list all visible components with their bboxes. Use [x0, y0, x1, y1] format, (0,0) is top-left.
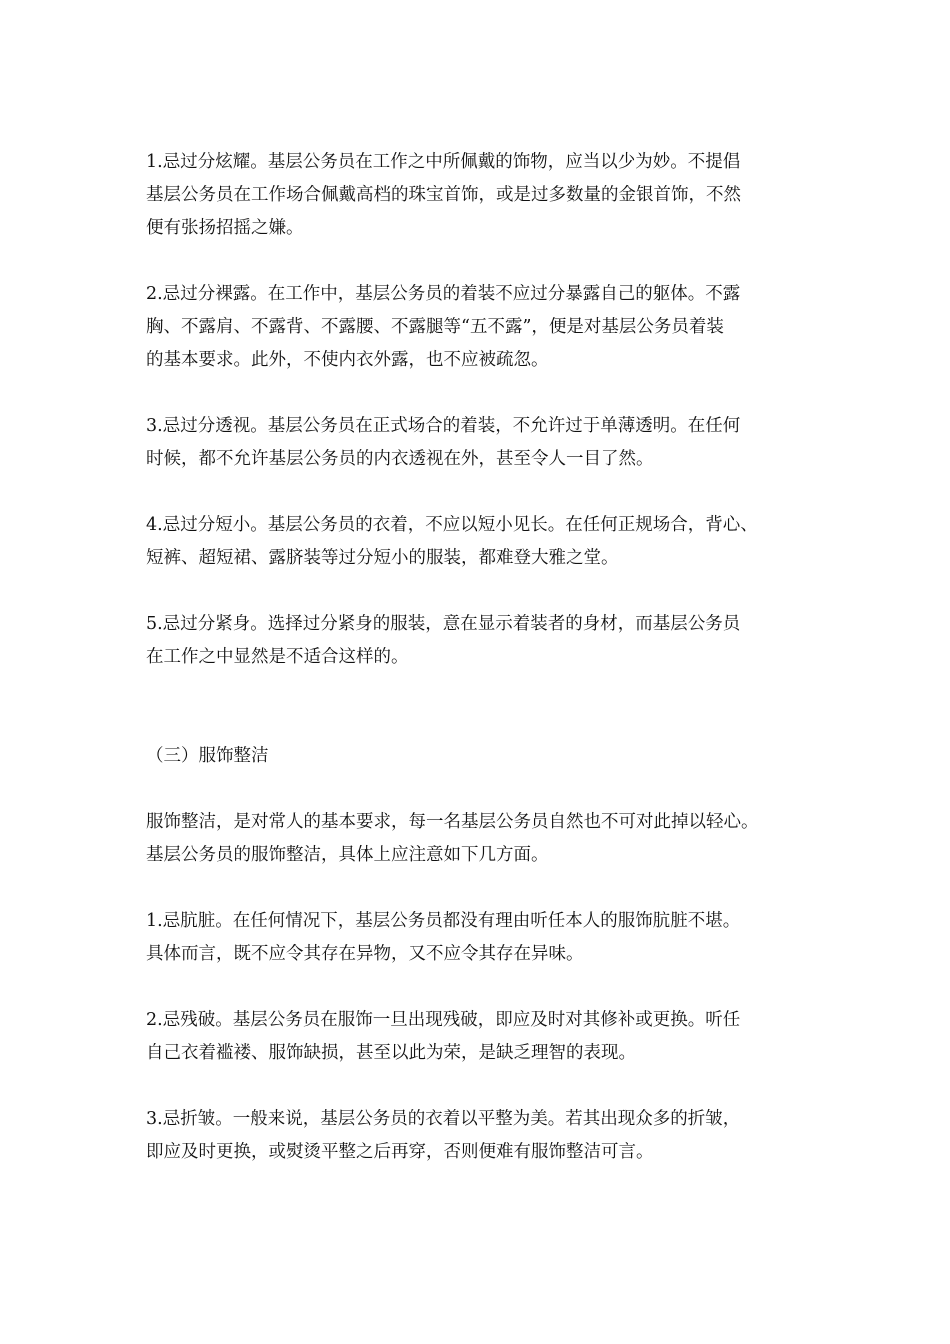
document-body — [146, 146, 811, 1169]
text-line: 在工作之中显然是不适合这样的。 — [146, 647, 409, 667]
paragraph-gap — [146, 575, 811, 608]
text-line: 自己衣着褴褛、服饰缺损，甚至以此为荣，是缺乏理智的表现。 — [146, 1043, 636, 1063]
paragraph-1 — [146, 146, 811, 245]
text-line: 1.忌过分炫耀。基层公务员在工作之中所佩戴的饰物，应当以少为妙。不提倡 — [146, 152, 741, 172]
text-line: 时候，都不允许基层公务员的内衣透视在外，甚至令人一目了然。 — [146, 449, 654, 469]
paragraph-gap — [146, 971, 811, 1004]
text-line: 的基本要求。此外，不使内衣外露，也不应被疏忽。 — [146, 350, 549, 370]
text-line: 短裤、超短裙、露脐装等过分短小的服装，都难登大雅之堂。 — [146, 548, 619, 568]
text-line: 基层公务员的服饰整洁，具体上应注意如下几方面。 — [146, 845, 549, 865]
paragraph-4 — [146, 509, 811, 575]
text-line: 具体而言，既不应令其存在异物，又不应令其存在异味。 — [146, 944, 584, 964]
paragraph-5 — [146, 608, 811, 674]
paragraph-7 — [146, 1004, 811, 1070]
text-line: 3.忌过分透视。基层公务员在正式场合的着装，不允许过于单薄透明。在任何 — [146, 416, 741, 436]
section-heading: （三）服饰整洁 — [146, 746, 269, 766]
paragraph-2 — [146, 278, 811, 377]
paragraph-6 — [146, 905, 811, 971]
paragraph-gap — [146, 476, 811, 509]
paragraph-gap — [146, 245, 811, 278]
paragraph-8 — [146, 1103, 811, 1169]
text-line: 2.忌残破。基层公务员在服饰一旦出现残破，即应及时对其修补或更换。听任 — [146, 1010, 741, 1030]
paragraph-gap — [146, 872, 811, 905]
text-line: 3.忌折皱。一般来说，基层公务员的衣着以平整为美。若其出现众多的折皱， — [146, 1109, 741, 1129]
paragraph-gap — [146, 1070, 811, 1103]
paragraph-intro — [146, 806, 811, 872]
text-line: 2.忌过分裸露。在工作中，基层公务员的着装不应过分暴露自己的躯体。不露 — [146, 284, 741, 304]
text-line: 胸、不露肩、不露背、不露腰、不露腿等“五不露”，便是对基层公务员着装 — [146, 317, 724, 337]
text-line: 即应及时更换，或熨烫平整之后再穿，否则便难有服饰整洁可言。 — [146, 1142, 654, 1162]
paragraph-gap — [146, 773, 811, 806]
text-line: 便有张扬招摇之嫌。 — [146, 218, 304, 238]
text-line: 基层公务员在工作场合佩戴高档的珠宝首饰，或是过多数量的金银首饰，不然 — [146, 185, 741, 205]
section-gap — [146, 674, 811, 740]
text-line: 1.忌肮脏。在任何情况下，基层公务员都没有理由听任本人的服饰肮脏不堪。 — [146, 911, 741, 931]
text-line: 4.忌过分短小。基层公务员的衣着，不应以短小见长。在任何正规场合，背心、 — [146, 515, 758, 535]
text-line: 5.忌过分紧身。选择过分紧身的服装，意在显示着装者的身材，而基层公务员 — [146, 614, 741, 634]
text-line: 服饰整洁，是对常人的基本要求，每一名基层公务员自然也不可对此掉以轻心。 — [146, 812, 759, 832]
paragraph-3 — [146, 410, 811, 476]
paragraph-gap — [146, 377, 811, 410]
